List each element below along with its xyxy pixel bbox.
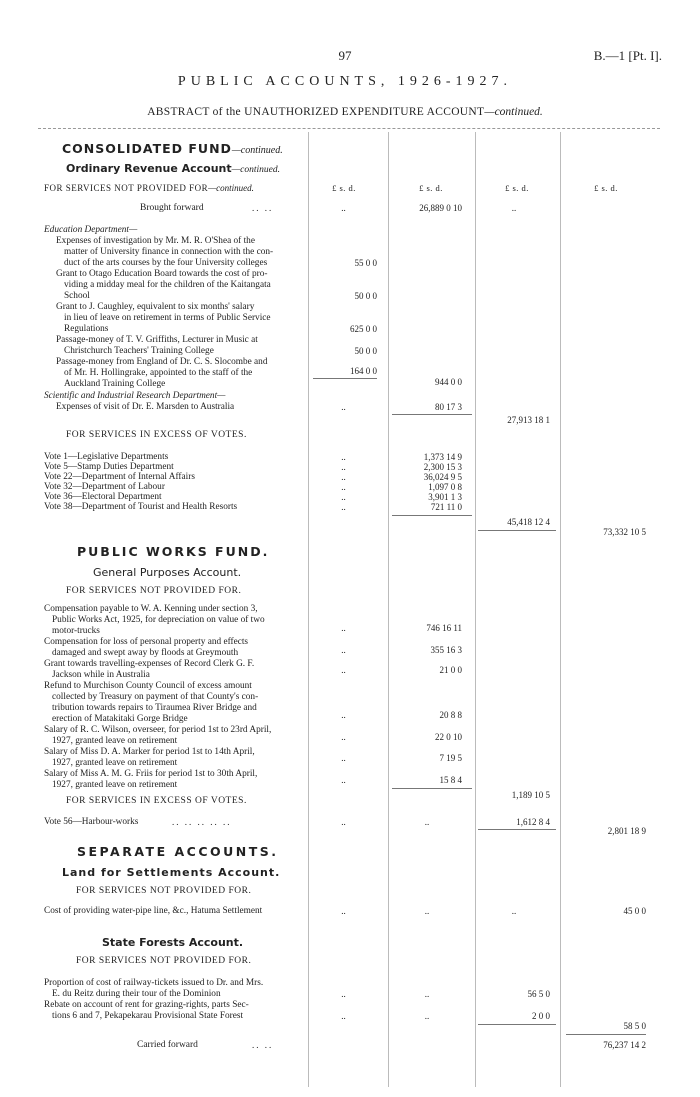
page-title: PUBLIC ACCOUNTS, 1926-1927. xyxy=(177,74,513,89)
total-rule xyxy=(566,1034,646,1035)
brought-forward-amount: 26,889 0 10 xyxy=(419,203,462,213)
vote-row-label: Vote 22—Department of Internal Affairs xyxy=(44,472,195,482)
education-department-heading: Education Department— xyxy=(44,225,138,235)
vote-row-col1: .. xyxy=(341,482,346,492)
land-item-1-col1: .. xyxy=(341,906,346,916)
pw-not-provided-total: 1,189 10 5 xyxy=(511,790,550,800)
scientific-item-1-amount: 80 17 3 xyxy=(435,402,462,412)
page-subtitle xyxy=(0,106,690,118)
pw-item-5-line-2: 1927, granted leave on retirement xyxy=(52,736,178,746)
brought-forward-col1: .. xyxy=(341,203,346,213)
top-rule xyxy=(38,128,660,129)
vote-row-amount: 1,097 0 8 xyxy=(428,482,462,492)
vote-row-col1: .. xyxy=(341,502,346,512)
vote-56-amount: 1,612 8 4 xyxy=(516,817,550,827)
pw-item-3-line-2: Jackson while in Australia xyxy=(52,670,150,680)
edu-item-1-line-2: matter of University finance in connection with the con- xyxy=(64,247,274,257)
pw-item-2-amount: 355 16 3 xyxy=(430,645,462,655)
pw-item-6-line-2: 1927, granted leave on retirement xyxy=(52,758,178,768)
subtotal-rule xyxy=(478,1024,556,1025)
vote-row-col1: .. xyxy=(341,492,346,502)
np-heading-text: FOR SERVICES NOT PROVIDED FOR xyxy=(44,183,209,193)
pw-item-5-amount: 22 0 10 xyxy=(435,732,462,742)
sf-item-2-amount: 2 0 0 xyxy=(532,1011,550,1021)
land-item-1-col2: .. xyxy=(424,906,430,916)
pw-item-4-line-3: tribution towards repairs to Tiraumea River Bridge and xyxy=(52,703,257,713)
edu-item-1-line-3: duct of the arts courses by the four University colleges xyxy=(64,258,268,268)
sf-item-2-line-1: Rebate on account of rent for grazing-rights, parts Sec- xyxy=(44,1000,249,1010)
column-divider-2 xyxy=(388,132,389,1087)
sf-item-1-col1: .. xyxy=(341,989,346,999)
pw-item-5-line-1: Salary of R. C. Wilson, overseer, for period 1st to 23rd April, xyxy=(44,725,272,735)
ordinary-revenue-title xyxy=(66,163,280,176)
pw-item-2-col1: .. xyxy=(341,645,346,655)
vote-row-amount: 721 11 0 xyxy=(430,502,462,512)
edu-item-4-line-2: Christchurch Teachers' Training College xyxy=(64,346,214,356)
subtotal-rule xyxy=(392,414,472,415)
edu-item-3-line-1: Grant to J. Caughley, equivalent to six months' salary xyxy=(56,302,255,312)
consolidated-fund-title xyxy=(62,143,283,156)
pw-item-1-col1: .. xyxy=(341,623,346,633)
edu-item-5-amount: 164 0 0 xyxy=(350,366,377,376)
state-forests-title: State Forests Account. xyxy=(102,936,244,949)
column-header-3: £ s. d. xyxy=(505,183,529,193)
leader-dots: .. .. .. .. .. xyxy=(172,817,232,827)
brought-forward-label: Brought forward xyxy=(140,203,204,213)
column-divider-4 xyxy=(560,132,561,1087)
edu-item-3-line-2: in lieu of leave on retirement in terms of Public Service xyxy=(64,313,271,323)
pw-item-1-line-2: Public Works Act, 1925, for depreciation on value of two xyxy=(52,615,265,625)
pw-item-2-line-2: damaged and swept away by floods at Greymouth xyxy=(52,648,239,658)
edu-item-2-line-1: Grant to Otago Education Board towards the cost of pro- xyxy=(56,269,268,279)
pw-item-2-line-1: Compensation for loss of personal property and effects xyxy=(44,637,249,647)
edu-item-5-line-3: Auckland Training College xyxy=(64,379,166,389)
edu-item-5-line-1: Passage-money from England of Dr. C. S. Slocombe and xyxy=(56,357,268,367)
edu-item-2-amount: 50 0 0 xyxy=(354,291,377,301)
public-works-fund-total: 2,801 18 9 xyxy=(607,826,646,836)
pw-excess-votes-heading: FOR SERVICES IN EXCESS OF VOTES. xyxy=(66,796,247,806)
pw-not-provided-heading: FOR SERVICES NOT PROVIDED FOR. xyxy=(66,586,242,596)
state-forests-total: 58 5 0 xyxy=(623,1021,646,1031)
document-reference: B.—1 [Pt. I]. xyxy=(593,48,662,63)
land-item-1: Cost of providing water-pipe line, &c., Hatuma Settlement xyxy=(44,906,263,916)
pw-item-4-amount: 20 8 8 xyxy=(439,710,462,720)
edu-item-3-line-3: Regulations xyxy=(64,324,109,334)
land-item-1-amount: 45 0 0 xyxy=(623,906,646,916)
column-divider-1 xyxy=(308,132,309,1087)
pw-item-3-line-1: Grant towards travelling-expenses of Record Clerk G. F. xyxy=(44,659,255,669)
not-provided-total: 27,913 18 1 xyxy=(507,415,550,425)
pw-item-7-amount: 15 8 4 xyxy=(439,775,462,785)
column-header-4: £ s. d. xyxy=(594,183,618,193)
separate-accounts-title: SEPARATE ACCOUNTS. xyxy=(77,844,279,859)
pw-item-6-col1: .. xyxy=(341,753,346,763)
pw-item-3-amount: 21 0 0 xyxy=(439,665,462,675)
land-not-provided-heading: FOR SERVICES NOT PROVIDED FOR. xyxy=(76,886,252,896)
vote-row-amount: 36,024 9 5 xyxy=(423,472,462,482)
edu-item-5-line-2: of Mr. H. Hollingrake, appointed to the staff of the xyxy=(64,368,253,378)
ordinary-revenue-text: Ordinary Revenue Account xyxy=(66,162,232,175)
vote-row-label: Vote 36—Electoral Department xyxy=(44,492,162,502)
sf-item-1-amount: 56 5 0 xyxy=(527,989,550,999)
vote-56-label: Vote 56—Harbour-works xyxy=(44,817,139,827)
carried-forward-total: 76,237 14 2 xyxy=(603,1040,646,1050)
land-settlements-title: Land for Settlements Account. xyxy=(62,866,281,879)
column-header-1: £ s. d. xyxy=(332,183,356,193)
subtotal-rule xyxy=(313,378,377,379)
sf-item-1-col2: .. xyxy=(424,989,430,999)
vote-56-col1: .. xyxy=(341,817,346,827)
leader-dots: .. .. xyxy=(252,1040,274,1050)
subtitle-main: ABSTRACT of the UNAUTHORIZED EXPENDITURE ACCOUNT xyxy=(147,106,485,118)
vote-56-col2: .. xyxy=(424,817,430,827)
sf-item-2-col2: .. xyxy=(424,1011,430,1021)
edu-item-4-amount: 50 0 0 xyxy=(354,346,377,356)
column-header-2: £ s. d. xyxy=(419,183,443,193)
vote-row-amount: 1,373 14 9 xyxy=(423,452,462,462)
consolidated-title-continued: —continued. xyxy=(231,145,283,156)
vote-row-amount: 2,300 15 3 xyxy=(423,462,462,472)
pw-item-1-line-1: Compensation payable to W. A. Kenning under section 3, xyxy=(44,604,258,614)
land-item-1-col3: .. xyxy=(511,906,517,916)
sf-not-provided-heading: FOR SERVICES NOT PROVIDED FOR. xyxy=(76,956,252,966)
education-total: 944 0 0 xyxy=(435,377,462,387)
public-works-fund-title: PUBLIC WORKS FUND. xyxy=(77,544,270,559)
pw-item-7-line-2: 1927, granted leave on retirement xyxy=(52,780,178,790)
vote-row-col1: .. xyxy=(341,462,346,472)
edu-item-1-amount: 55 0 0 xyxy=(354,258,377,268)
page-number: 97 xyxy=(338,48,352,63)
vote-row-label: Vote 38—Department of Tourist and Health Resorts xyxy=(44,502,238,512)
column-divider-3 xyxy=(475,132,476,1087)
np-heading-continued: —continued. xyxy=(208,183,254,193)
excess-votes-total: 45,418 12 4 xyxy=(507,517,550,527)
subtitle-continued: —continued. xyxy=(484,106,543,118)
pw-item-1-amount: 746 16 11 xyxy=(426,623,462,633)
ordinary-revenue-continued: —continued. xyxy=(231,165,280,175)
pw-item-6-amount: 7 19 5 xyxy=(439,753,462,763)
sf-item-1-line-1: Proportion of cost of railway-tickets issued to Dr. and Mrs. xyxy=(44,978,264,988)
sf-item-2-line-2: tions 6 and 7, Pekapekarau Provisional State Forest xyxy=(52,1011,244,1021)
vote-row-label: Vote 1—Legislative Departments xyxy=(44,452,169,462)
edu-item-2-line-3: School xyxy=(64,291,90,301)
consolidated-title-text: CONSOLIDATED FUND xyxy=(62,141,232,156)
edu-item-2-line-2: viding a midday meal for the children of the Kaitangata xyxy=(64,280,271,290)
general-purposes-title: General Purposes Account. xyxy=(93,566,242,579)
excess-votes-heading: FOR SERVICES IN EXCESS OF VOTES. xyxy=(66,430,247,440)
vote-row-label: Vote 5—Stamp Duties Department xyxy=(44,462,174,472)
pw-item-7-line-1: Salary of Miss A. M. G. Friis for period 1st to 30th April, xyxy=(44,769,258,779)
subtotal-rule xyxy=(478,829,556,830)
pw-item-3-col1: .. xyxy=(341,665,346,675)
subtotal-rule xyxy=(392,788,472,789)
scientific-item-1: Expenses of visit of Dr. E. Marsden to Australia xyxy=(56,402,235,412)
edu-item-4-line-1: Passage-money of T. V. Griffiths, Lecturer in Music at xyxy=(56,335,258,345)
vote-row-col1: .. xyxy=(341,472,346,482)
subtotal-rule xyxy=(392,515,472,516)
vote-row-amount: 3,901 1 3 xyxy=(428,492,462,502)
consolidated-fund-total: 73,332 10 5 xyxy=(603,527,646,537)
vote-row-col1: .. xyxy=(341,452,346,462)
scientific-department-heading: Scientific and Industrial Research Department— xyxy=(44,391,226,401)
pw-item-4-line-2: collected by Treasury on payment of that County's con- xyxy=(52,692,259,702)
edu-item-3-amount: 625 0 0 xyxy=(350,324,377,334)
pw-item-1-line-3: motor-trucks xyxy=(52,626,100,636)
vote-row-label: Vote 32—Department of Labour xyxy=(44,482,165,492)
pw-item-5-col1: .. xyxy=(341,732,346,742)
edu-item-1-line-1: Expenses of investigation by Mr. M. R. O'Shea of the xyxy=(56,236,255,246)
pw-item-7-col1: .. xyxy=(341,775,346,785)
brought-forward-col3: .. xyxy=(511,203,517,213)
pw-item-6-line-1: Salary of Miss D. A. Marker for period 1st to 14th April, xyxy=(44,747,255,757)
subtotal-rule xyxy=(478,530,556,531)
pw-item-4-line-4: erection of Matakitaki Gorge Bridge xyxy=(52,714,188,724)
pw-item-4-col1: .. xyxy=(341,710,346,720)
sf-item-1-line-2: E. du Reitz during their tour of the Dominion xyxy=(52,989,221,999)
leader-dots: .. .. xyxy=(252,203,274,213)
scientific-item-1-col1: .. xyxy=(341,402,346,412)
sf-item-2-col1: .. xyxy=(341,1011,346,1021)
carried-forward-label: Carried forward xyxy=(137,1040,198,1050)
services-not-provided-heading xyxy=(44,184,254,193)
pw-item-4-line-1: Refund to Murchison County Council of excess amount xyxy=(44,681,252,691)
